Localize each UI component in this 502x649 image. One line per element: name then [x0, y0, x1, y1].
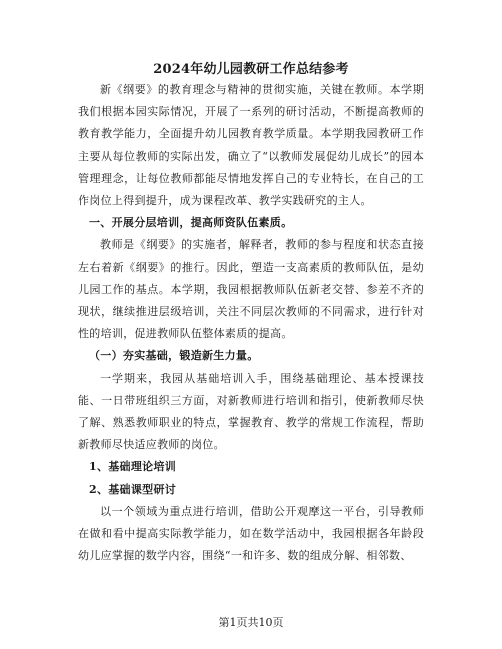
page-footer: 第1页共10页 [218, 616, 284, 629]
section-heading-1: 一、开展分层培训，提高师资队伍素质。 [89, 216, 293, 230]
paragraph-section-1: 教师是《纲要》的实施者，解释者，教师的参与程度和状态直接左右着新《纲要》的推行。因此，塑造一支高素质的教师队伍，是幼儿园工作的基点。本学期，我园根据教师队伍新老交替、参差不齐的现状，继续推进层级培训，关注不同层次教师的不同需求，进行针对性的培训，促进教师队伍整体素质的提高。 [78, 238, 424, 341]
paragraph-intro: 新《纲要》的教育理念与精神的贯彻实施，关键在教师。本学期我们根据本园实际情况，开展了一系列的研讨活动，不断提高教师的教育教学能力，全面提升幼儿园教育教学质量。本学期我园教研工作主要从每位教师的实际出发，确立了“以教师发展促幼儿成长”的园本管理理念，让每位教师都能尽情地发挥自己的专业特长，在自己的工作岗位上得到提升，成为课程改革、教学实践研究的主人。 [78, 83, 424, 208]
item-heading-1: 1、基础理论培训 [89, 460, 177, 474]
paragraph-subsection-1: 一学期来，我园从基础培训入手，围绕基础理论、基本授课技能、一日带班组织三方面，对新教师进行培训和指引，使新教师尽快了解、熟悉教师职业的特点，掌握教育、教学的常规工作流程，帮助新教师尽快适应教师的岗位。 [78, 371, 424, 452]
document-title: 2024年幼儿园教研工作总结参考 [153, 62, 349, 77]
document-body [78, 79, 424, 567]
subsection-heading-1: （一）夯实基础，锻造新生力量。 [89, 349, 259, 363]
paragraph-item-2: 以一个领域为重点进行培训，借助公开观摩这一平台，引导教师在做和看中提高实际教学能力，如在数学活动中，我园根据各年龄段幼儿应掌握的数学内容，围绕“一和许多、数的组成分解、相邻数、 [78, 504, 424, 563]
item-heading-2: 2、基础课型研讨 [89, 482, 177, 496]
